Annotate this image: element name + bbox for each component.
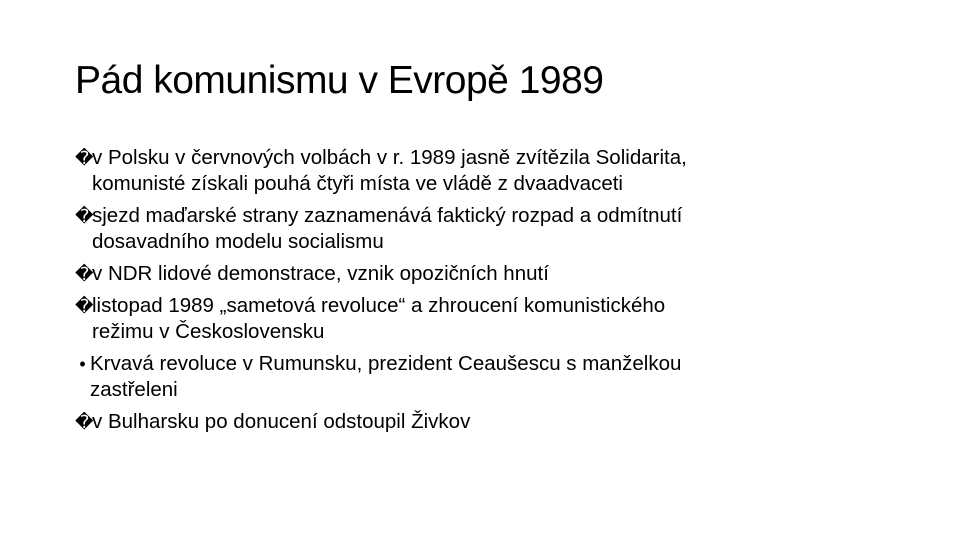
bullet-list (75, 145, 935, 435)
list-item (75, 293, 935, 345)
list-item-text: v Polsku v červnových volbách v r. 1989 jasně zvítězila Solidarita, (92, 146, 687, 169)
list-item-continuation: dosavadního modelu socialismu (92, 230, 384, 253)
missing-glyph-bullet-icon: � (75, 206, 94, 226)
slide-title: Pád komunismu v Evropě 1989 (75, 59, 604, 102)
list-item (75, 145, 935, 197)
list-item-continuation: zastřeleni (90, 378, 178, 401)
missing-glyph-bullet-icon: � (75, 296, 94, 316)
missing-glyph-bullet-icon: � (75, 264, 94, 284)
list-item-text: sjezd maďarské strany zaznamenává faktický rozpad a odmítnutí (92, 204, 683, 227)
list-item (75, 261, 935, 287)
missing-glyph-bullet-icon: � (75, 148, 94, 168)
missing-glyph-bullet-icon: � (75, 412, 94, 432)
list-item (75, 203, 935, 255)
list-item-continuation: komunisté získali pouhá čtyři místa ve vládě z dvaadvaceti (92, 172, 623, 195)
dot-bullet-icon: • (79, 354, 86, 374)
list-item (75, 409, 935, 435)
list-item-text: v NDR lidové demonstrace, vznik opozičních hnutí (92, 262, 549, 285)
list-item-text: Krvavá revoluce v Rumunsku, prezident Ceaušescu s manželkou (90, 352, 682, 375)
list-item-continuation: režimu v Československu (92, 320, 325, 343)
list-item (75, 351, 935, 403)
list-item-text: v Bulharsku po donucení odstoupil Živkov (92, 410, 471, 433)
list-item-text: listopad 1989 „sametová revoluce“ a zhroucení komunistického (92, 294, 666, 317)
